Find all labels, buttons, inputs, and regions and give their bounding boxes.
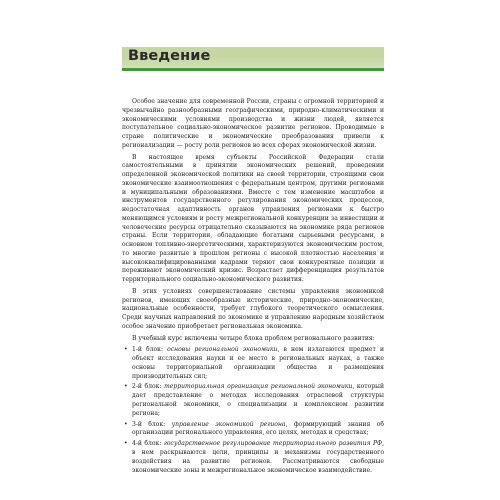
list-item-text: , в нем излагаются предмет и объект исследования науки и ее место в региональных науках, а также основы территориальной организации общества и размещения производительных сил; — [132, 346, 384, 380]
body-text — [122, 98, 384, 478]
heading-underline — [122, 68, 384, 71]
list-item-prefix: 1-й блок: — [132, 346, 168, 354]
list-item — [122, 421, 384, 439]
bullet-icon: • — [124, 383, 128, 391]
list-item-lead: управление экономикой региона — [171, 420, 286, 428]
paragraph: В этих условиях совершенствование системы управления экономикой регионов, имеющих своеобразные исторические, природно-экономические, национальные особенности, требует глубокого теоретического осмысления. Среди научных направлений по экономике и управлению народным хозяйством особое значение приобретает региональная экономика. — [122, 287, 384, 330]
paragraph: В настоящее время субъекты Российской Федерации стали самостоятельными в принятии экономических решений, проведении определенной экономической политики на своей территории, строящими свои экономические взаимоотношения с федеральным центром, другими регионами и муниципальными образованиями. Вместе с тем изменение масштабов и инструментов государственного регулирования экономических процессов, недостаточная адаптивность органов управления регионами к быстро меняющимся условиям и росту межрегиональной конкуренции за инвестиции и человеческие ресурсы отрицательно сказываются на экономике ряда регионов страны. Если территории, обладающие богатыми сырьевыми ресурсами, в основном топливно-энергетическими, характеризуются экономическим ростом, то многие развитые в прошлом регионы с высокой плотностью населения и высококвалифицированными кадрами теряют свои конкурентные позиции и переживают экономический кризис. Возрастает дифференциация результатов территориального социально-экономического развития. — [122, 153, 384, 283]
list-item-lead: территориальная организация региональной экономики — [164, 383, 353, 391]
bullet-icon: • — [124, 440, 128, 448]
blocks-list — [122, 346, 384, 475]
list-item — [122, 383, 384, 418]
list-item — [122, 346, 384, 381]
bullet-icon: • — [124, 346, 128, 354]
list-item-text: , который дает представление о методах исследования отраслевой структуры региональной экономики, о специализации и комплексном развитии региона; — [132, 383, 385, 417]
chapter-heading-bar — [122, 47, 384, 71]
paragraph: В учебный курс включены четыре блока проблем регионального развития: — [132, 334, 375, 342]
list-item — [122, 440, 384, 475]
paragraph: Особое значение для современной России, страны с огромной территорией и чрезвычайно разнообразными географическими, природно-климатическими и экономическими условиями производства и жизни людей, является поступательное социально-экономическое развитие регионов. Проводимые в стране политические и экономические преобразования привели к регионализации — росту роли регионов во всех сферах экономической жизни. — [122, 98, 384, 149]
list-item-prefix: 4-й блок: — [132, 440, 164, 448]
list-item-text: , в нем раскрываются цели, принципы и механизмы государственного воздействия на развитие регионов. Рассматриваются свободные экономические зоны и межрегиональное экономическое взаимодействие. — [132, 440, 384, 474]
list-item-lead: государственное регулирование территориального развития РФ — [163, 440, 383, 448]
list-item-text: , формирующий знания об организации регионального управления, его целях, методах и средствах; — [132, 420, 384, 437]
bullet-icon: • — [124, 420, 128, 428]
list-item-prefix: 3-й блок: — [132, 420, 172, 428]
list-item-lead: основы региональной экономики — [167, 346, 278, 354]
list-item-prefix: 2-й блок: — [132, 383, 165, 391]
chapter-title: Введение — [128, 48, 211, 64]
